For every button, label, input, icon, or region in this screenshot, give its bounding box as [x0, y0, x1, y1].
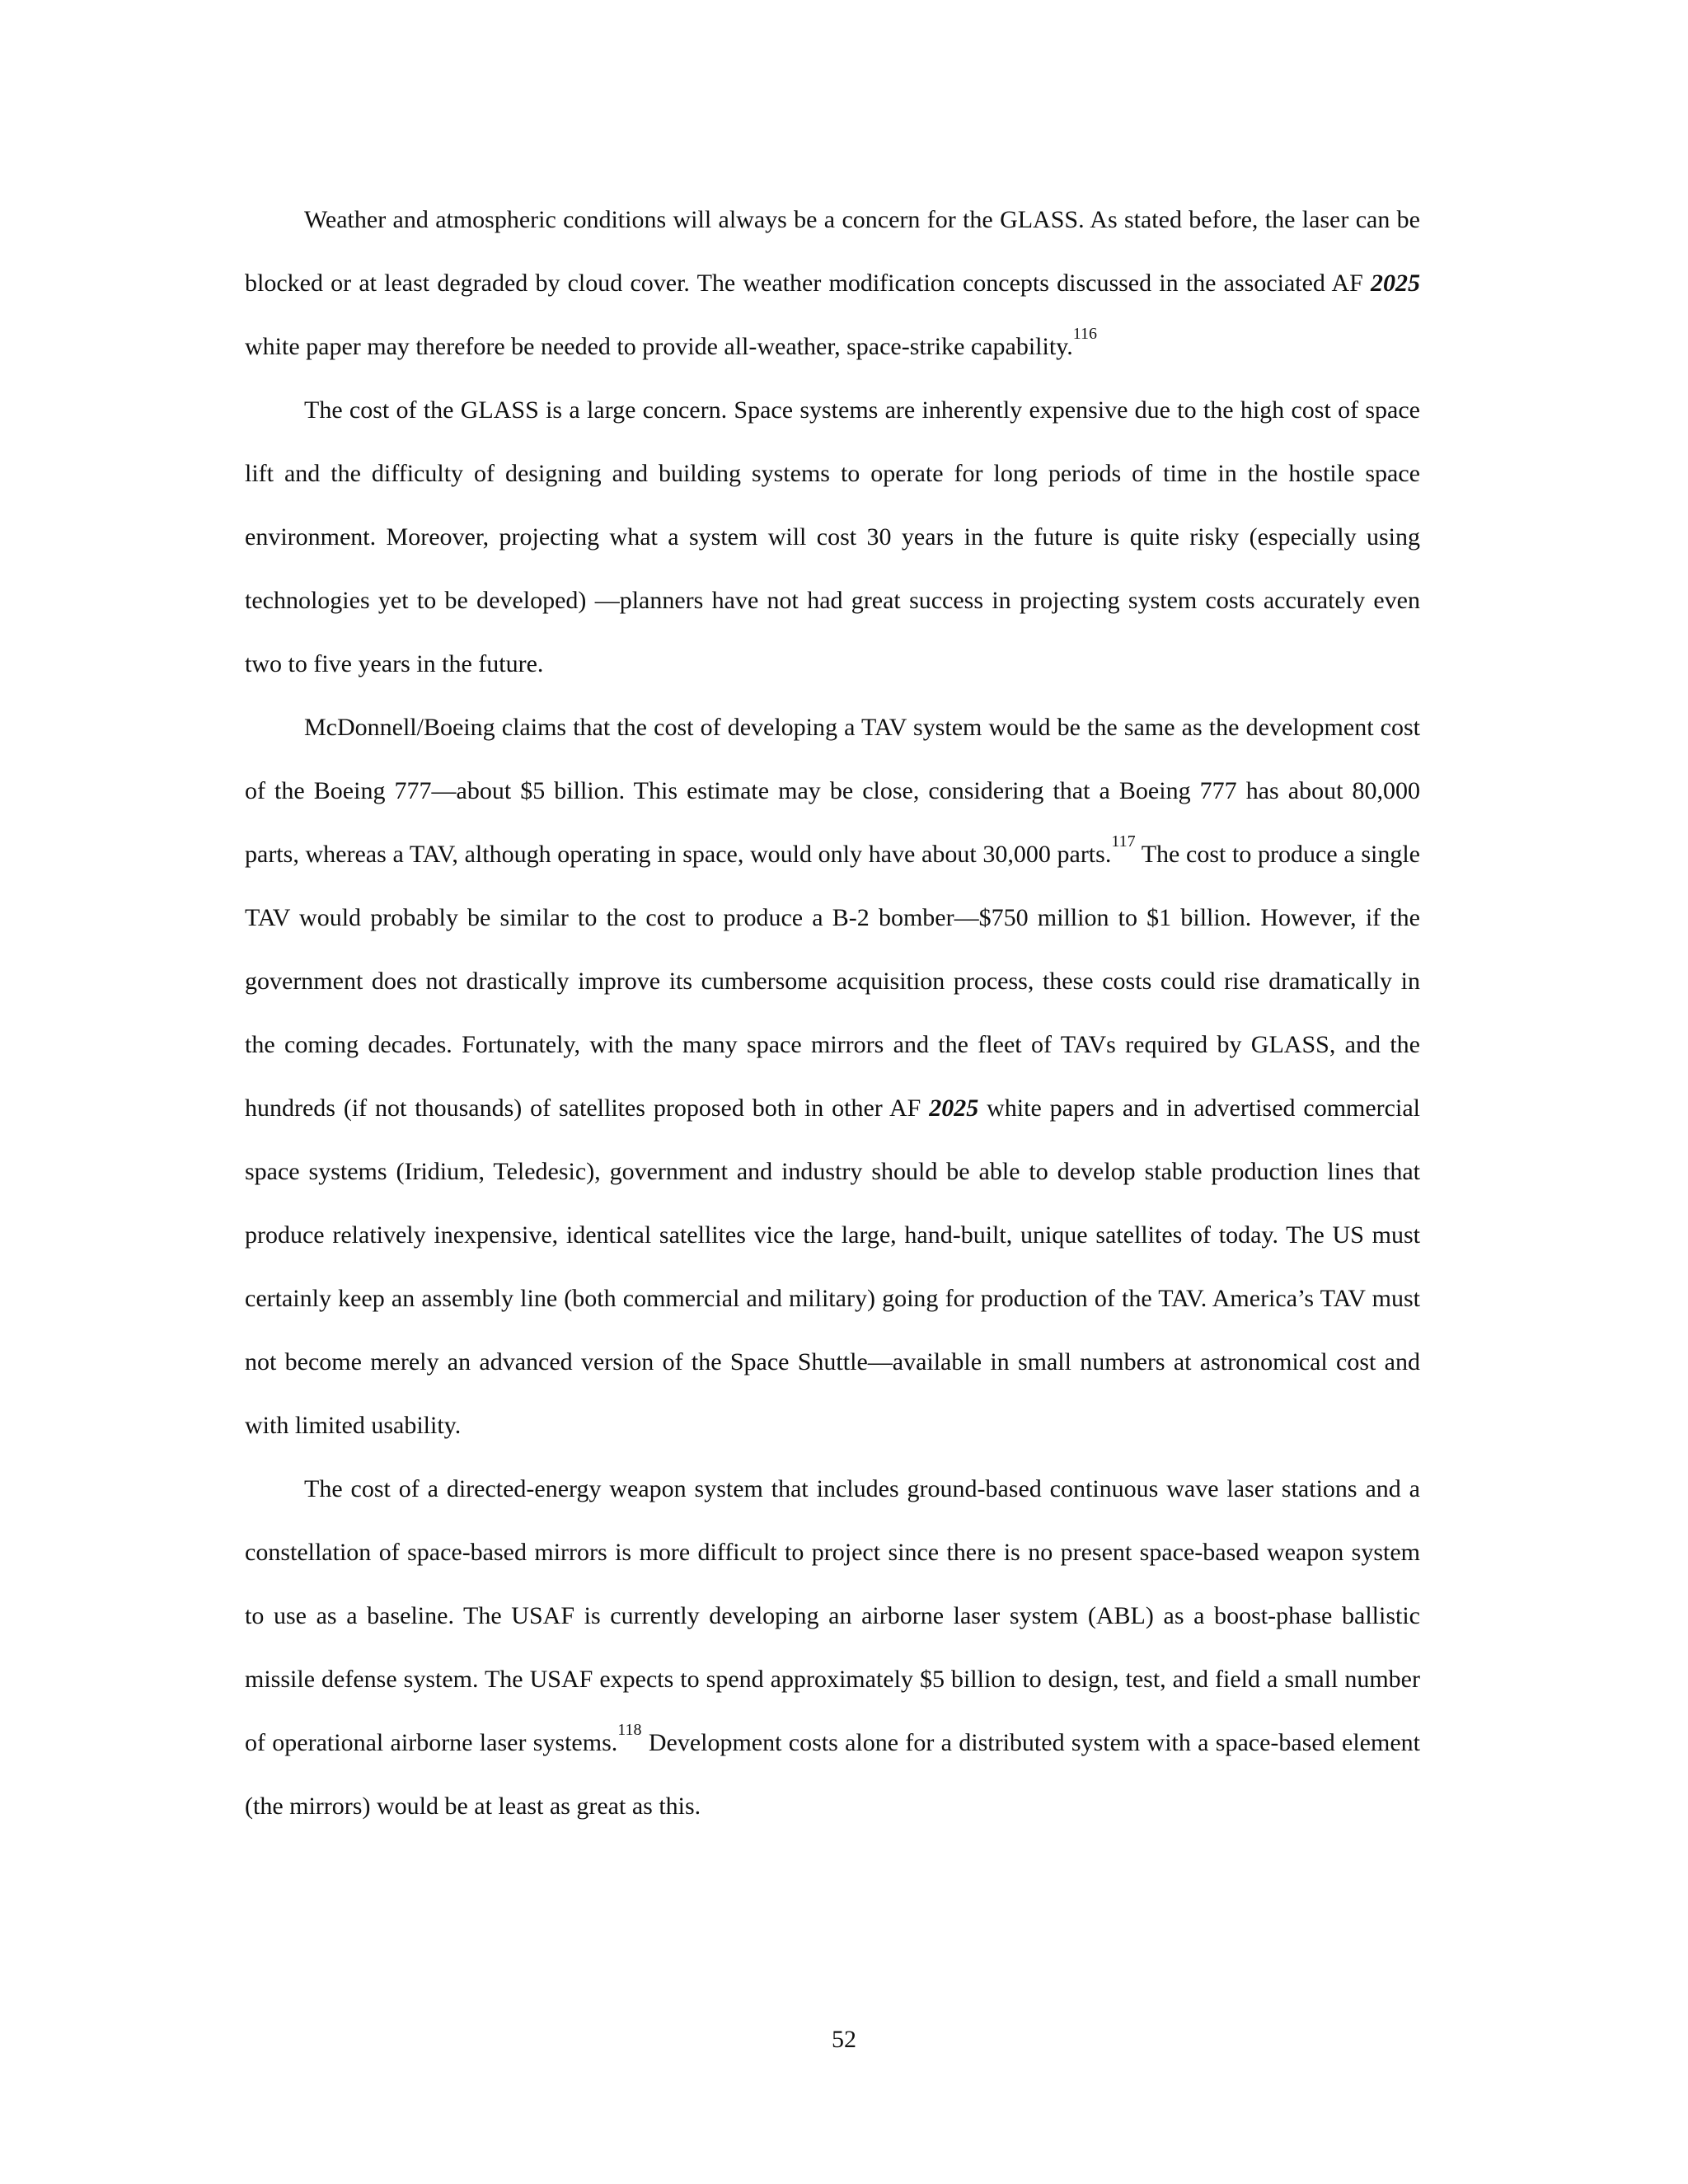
footnote-ref-116: 116	[1072, 325, 1097, 343]
text-run: The cost of the GLASS is a large concern. Space systems are inherently expensive due to the high cost of space lift and the difficulty of designing and building systems to operate for long periods of time in the hostile space environment. Moreover, projecting what a system will cost 30 years in the future is quite risky (especially using technologies yet to be developed) —planners have not had great success in projecting system costs accurately even two to five years in the future.	[245, 396, 1420, 677]
text-run: Development costs alone for a distributed system with a space-based element (the mirrors) would be at least as great as this.	[245, 1729, 1420, 1820]
footnote-ref-117: 117	[1111, 832, 1136, 851]
text-run: Weather and atmospheric conditions will always be a concern for the GLASS. As stated before, the laser can be blocked or at least degraded by cloud cover. The weather modification concepts discussed in the associated AF	[245, 206, 1420, 297]
text-run: The cost to produce a single TAV would probably be similar to the cost to produce a B-2 bomber—$750 million to $1 billion. However, if the government does not drastically improve its cumbersome acquisition process, these costs could rise dramatically in the coming decades. Fortunately, with the many space mirrors and the fleet of TAVs required by GLASS, and the hundreds (if not thousands) of satellites proposed both in other AF	[245, 841, 1420, 1122]
page-body	[245, 188, 1420, 1838]
text-run: white paper may therefore be needed to provide all-weather, space-strike capability.	[245, 333, 1073, 360]
footnote-ref-118: 118	[617, 1721, 642, 1739]
paragraph-glass-cost	[245, 378, 1420, 696]
page-number: 52	[832, 2026, 856, 2053]
paragraph-directed-energy-cost	[245, 1457, 1420, 1838]
text-run: The cost of a directed-energy weapon system that includes ground-based continuous wave laser stations and a constellation of space-based mirrors is more difficult to project since there is no present space-based weapon system to use as a baseline. The USAF is currently developing an airborne laser system (ABL) as a boost-phase ballistic missile defense system. The USAF expects to spend approximately $5 billion to design, test, and field a small number of operational airborne laser systems.	[245, 1475, 1420, 1756]
text-run: McDonnell/Boeing claims that the cost of developing a TAV system would be the same as the development cost of the Boeing 777—about $5 billion. This estimate may be close, considering that a Boeing 777 has about 80,000 parts, whereas a TAV, although operating in space, would only have about 30,000 parts.	[245, 714, 1420, 868]
paragraph-weather	[245, 188, 1420, 378]
paragraph-tav-cost	[245, 696, 1420, 1457]
emphasis-2025: 2025	[929, 1094, 979, 1122]
text-run: white papers and in advertised commercial space systems (Iridium, Teledesic), government and industry should be able to develop stable production lines that produce relatively inexpensive, identical satellites vice the large, hand-built, unique satellites of today. The US must certainly keep an assembly line (both commercial and military) going for production of the TAV. America’s TAV must not become merely an advanced version of the Space Shuttle—available in small numbers at astronomical cost and with limited usability.	[245, 1094, 1420, 1439]
emphasis-2025: 2025	[1371, 269, 1420, 297]
